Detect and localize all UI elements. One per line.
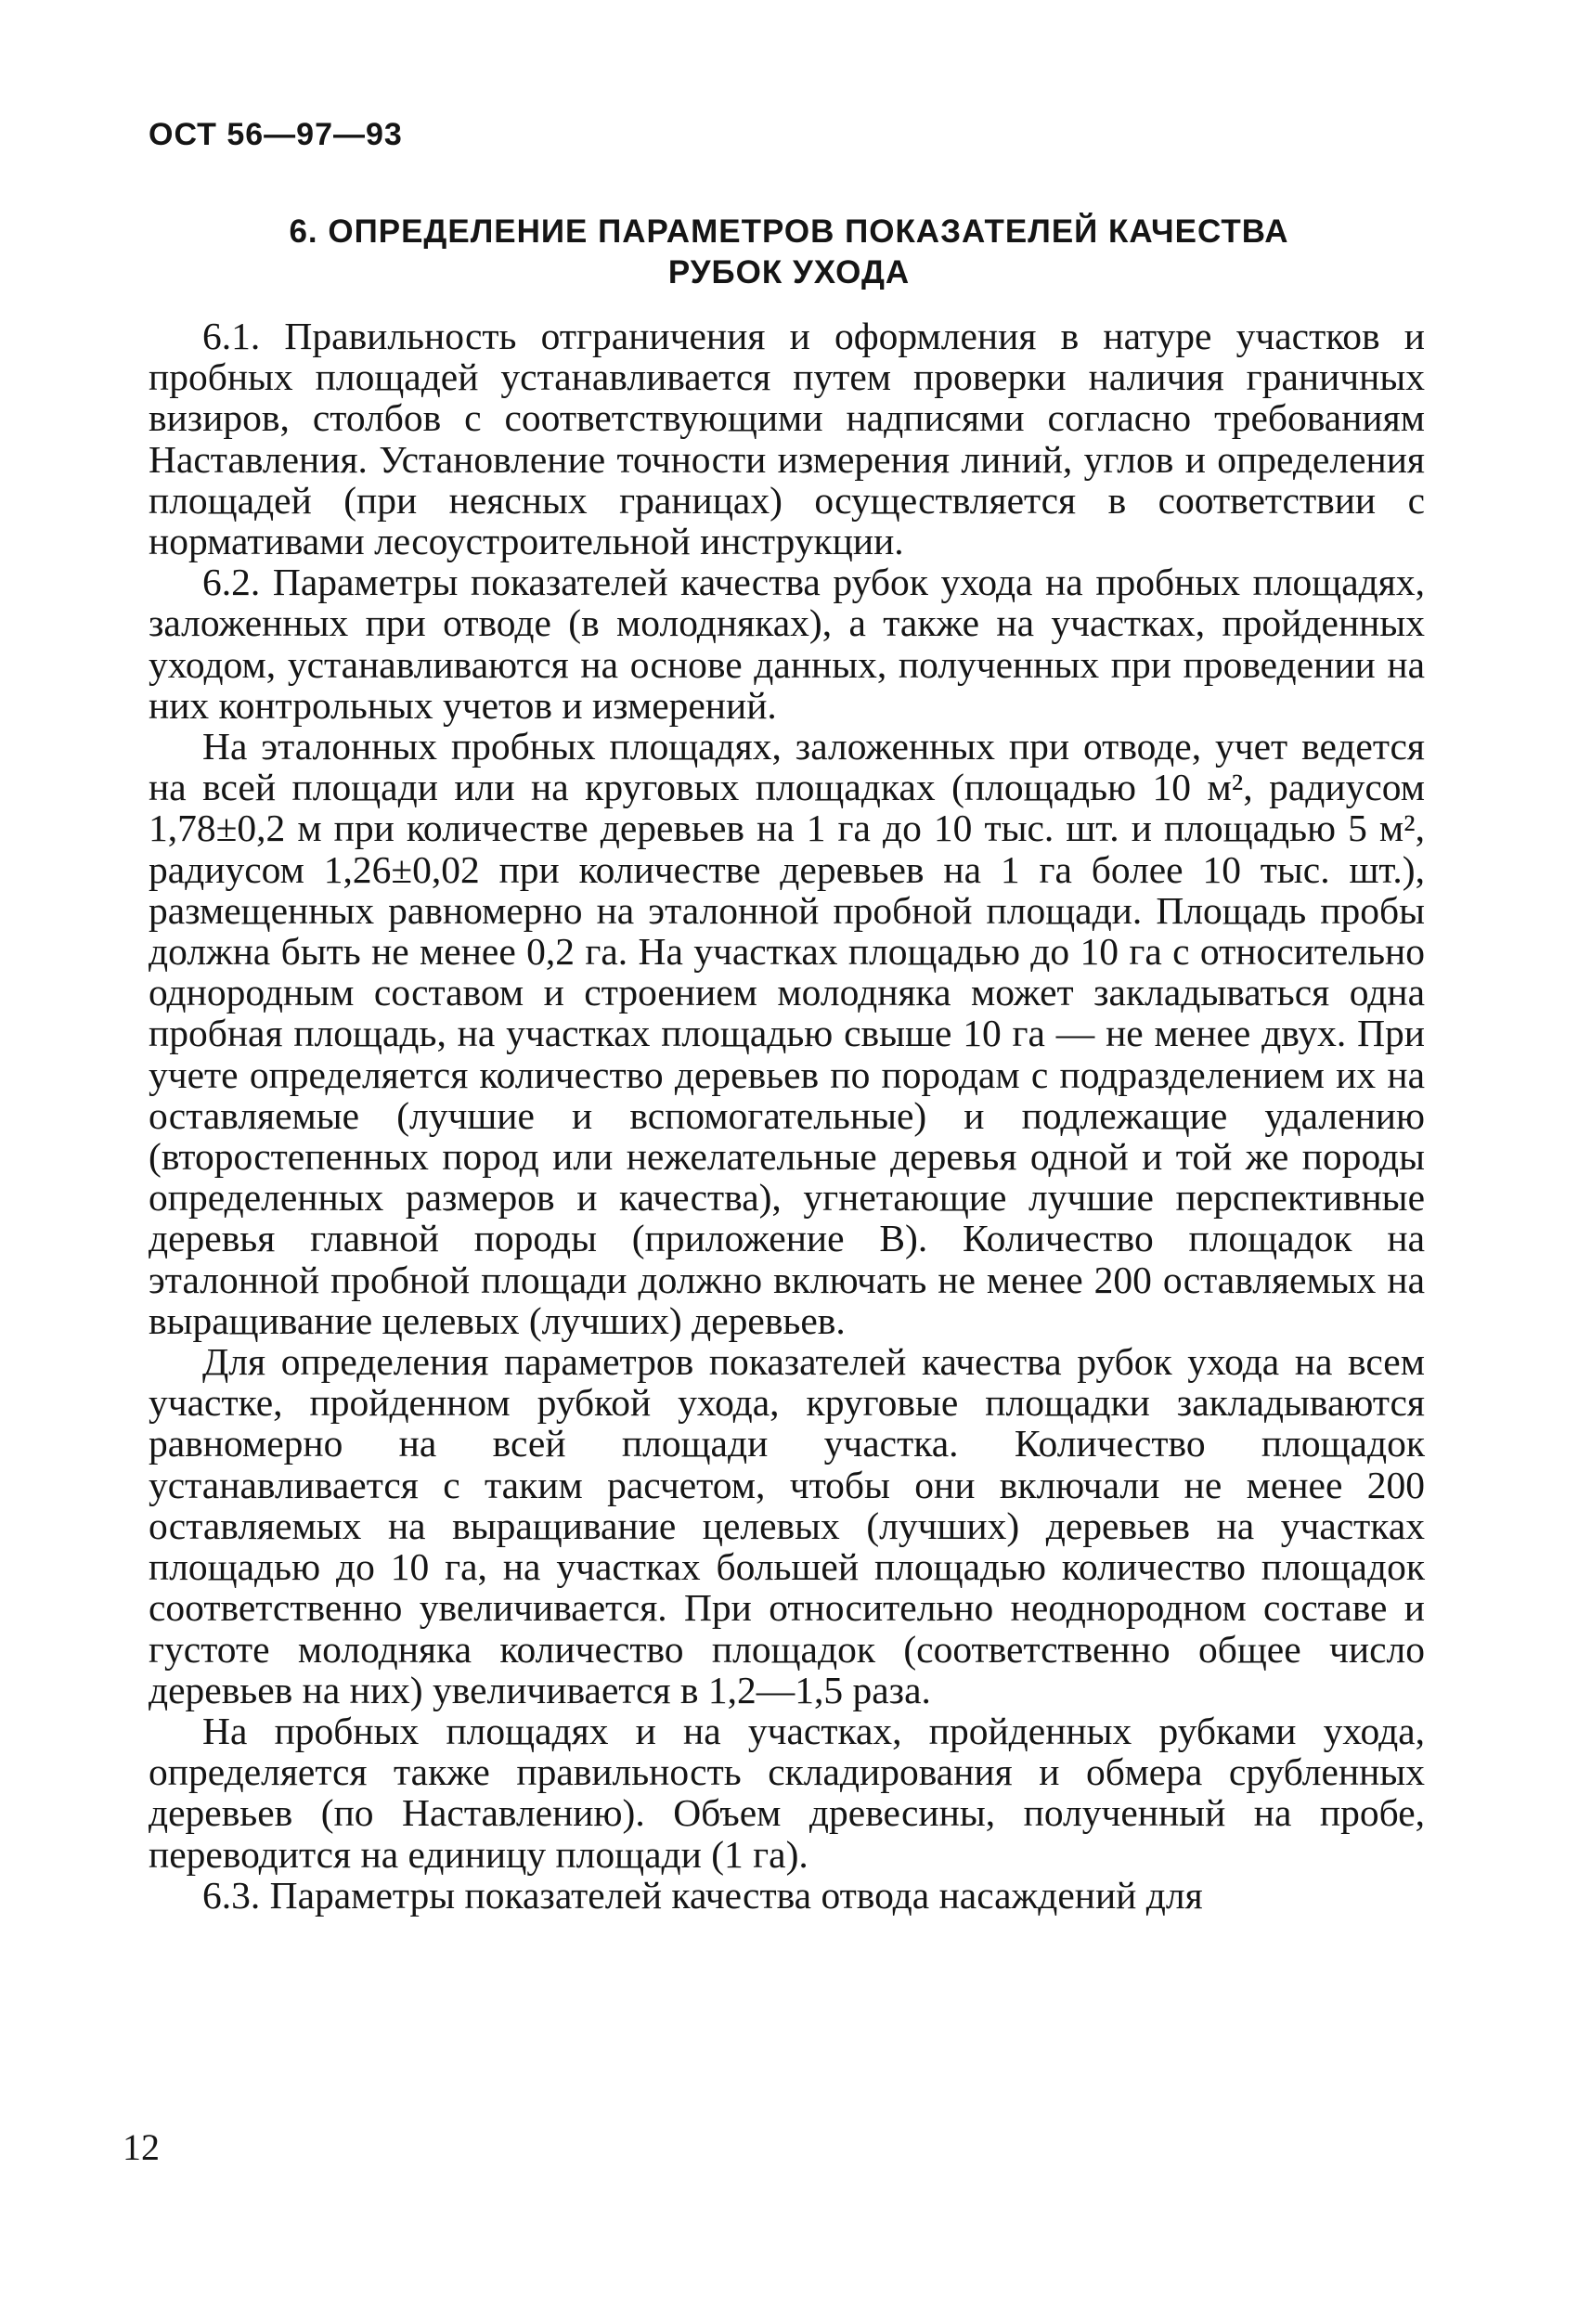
paragraph-6-2: 6.2. Параметры показателей качества рубок ухода на пробных площадях, заложенных при отводе (в молодняках), а также на участках, пройденных уходом, устанавливаются на основе данных, полученных при проведении на них контрольных учетов и измерений. xyxy=(149,561,1425,727)
page-number: 12 xyxy=(123,2126,160,2168)
section-title-line-2: РУБОК УХОДА xyxy=(667,254,911,290)
paragraph-6-3: 6.3. Параметры показателей качества отвода насаждений для xyxy=(202,1873,1203,1917)
paragraph-reference-plots: На эталонных пробных площадях, заложенных при отводе, учет ведется на всей площади или на круговых площадках (площадью 10 м², радиусом 1,78±0,2 м при количестве деревьев на 1 га до 10 тыс. шт. и площадью 5 м², радиусом 1,26±0,02 при количестве деревьев на 1 га более 10 тыс. шт.), размещенных равномерно на эталонной пробной площади. Площадь пробы должна быть не менее 0,2 га. На участках площадью до 10 га с относительно однородным составом и строением молодняка может закладываться одна пробная площадь, на участках площадью свыше 10 га — не менее двух. При учете определяется количество деревьев по породам с подразделением их на оставляемые (лучшие и вспомогательные) и подлежащие удалению (второстепенных пород или нежелательные деревья одной и той же породы определенных размеров и качества), угнетающие лучшие перспективные деревья главной породы (приложение В). Количество площадок на эталонной пробной площади должно включать не менее 200 оставляемых на выращивание целевых (лучших) деревьев. xyxy=(149,725,1425,1342)
section-title xyxy=(149,212,1429,293)
document-code: ОСТ 56—97—93 xyxy=(149,117,403,152)
body-text xyxy=(149,316,1425,1916)
paragraph-whole-plot: Для определения параметров показателей качества рубок ухода на всем участке, пройденном рубкой ухода, круговые площадки закладываются равномерно на всей площади участка. Количество площадок устанавливается с таким расчетом, чтобы они включали не менее 200 оставляемых на выращивание целевых (лучших) деревьев на участках площадью до 10 га, на участках большей площадью количество площадок соответственно увеличивается. При относительно неоднородном составе и густоте молодняка количество площадок (соответственно общее число деревьев на них) увеличивается в 1,2—1,5 раза. xyxy=(149,1340,1425,1711)
paragraph-stacking: На пробных площадях и на участках, пройденных рубками ухода, определяется также правильность складирования и обмера срубленных деревьев (по Наставлению). Объем древесины, полученный на пробе, переводится на единицу площади (1 га). xyxy=(149,1709,1425,1876)
section-title-line-1: 6. ОПРЕДЕЛЕНИЕ ПАРАМЕТРОВ ПОКАЗАТЕЛЕЙ КАЧЕСТВА xyxy=(289,213,1289,250)
paragraph-6-1: 6.1. Правильность отграничения и оформления в натуре участков и пробных площадей устанавливается путем проверки наличия граничных визиров, столбов с соответствующими надписями согласно требованиям Наставления. Установление точности измерения линий, углов и определения площадей (при неясных границах) осуществляется в соответствии с нормативами лесоустроительной инструкции. xyxy=(149,315,1425,563)
